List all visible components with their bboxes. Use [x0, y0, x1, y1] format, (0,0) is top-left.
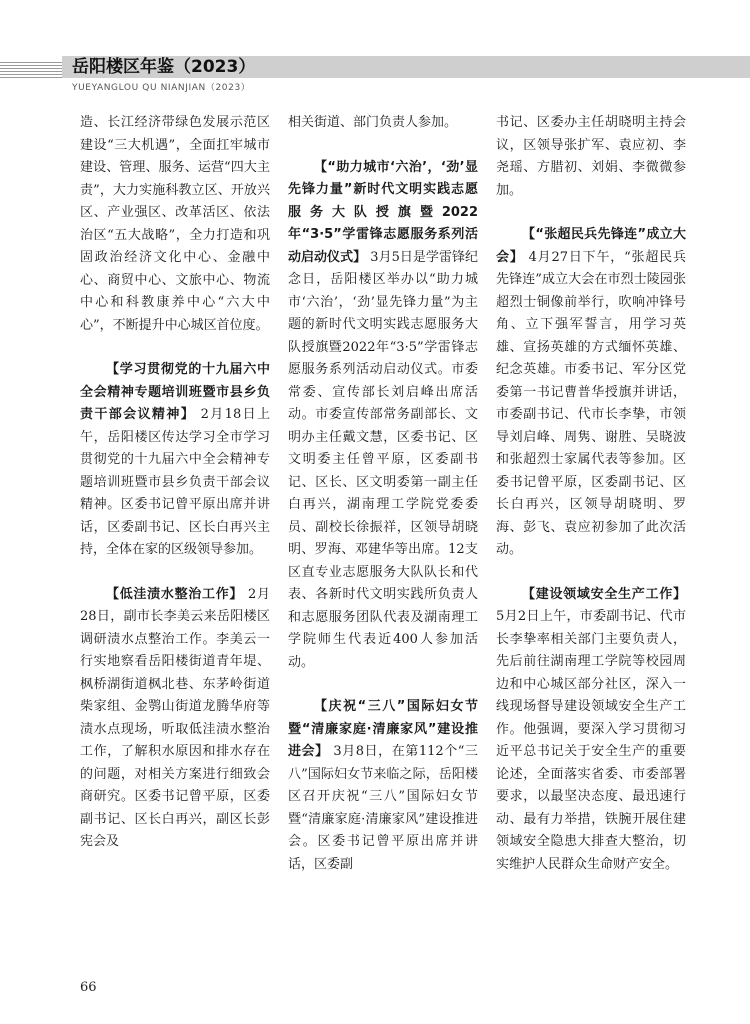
entry-heading: 【建设领域安全生产工作】: [522, 586, 686, 602]
entry-heading: 【庆祝“三八”国际妇女节暨“清廉家庭·清廉家风”建设推进会】: [288, 699, 478, 759]
text-column-3: [496, 112, 686, 876]
text-column-1: [80, 112, 270, 854]
article-entry: [80, 359, 270, 562]
article-entry: [80, 584, 270, 854]
article-entry: [496, 224, 686, 562]
entry-body: 3月8日，在第112个“三八”国际妇女节来临之际，岳阳楼区召开庆祝“三八”国际妇女节暨“清廉家庭·清廉家风”建设推进会。区委书记曾平原出席并讲话，区委副: [288, 744, 478, 872]
article-entry: [288, 696, 478, 876]
entry-heading: 【学习贯彻党的十九届六中全会精神专题培训班暨市县乡负责干部会议精神】: [80, 362, 270, 422]
entry-heading: 【“助力城市‘六治’，‘劲’显先锋力量”新时代文明实践志愿服务大队授旗暨2022年“3·5”学雷锋志愿服务系列活动启动仪式】: [288, 159, 478, 265]
entry-body: 5月2日上午，市委副书记、代市长李挚率相关部门主要负责人，先后前往湖南理工学院等校园周边和中心城区部分社区，深入一线现场督导建设领域安全生产工作。他强调，要深入学习贯彻习近平总书记关于安全生产的重要论述，全面落实省委、市委部署要求，以最坚决态度、最迅速行动、最有力举措，铁腕开展住建领域安全隐患大排查大整治，切实维护人民群众生命财产安全。: [496, 609, 686, 872]
entry-body: 4月27日下午，“张超民兵先锋连”成立大会在市烈士陵园张超烈士铜像前举行，吹响冲锋号角、立下强军誓言，用学习英雄、宣扬英雄的方式缅怀英雄、纪念英雄。市委书记、军分区党委第一书记曹普华授旗并讲话，市委副书记、代市长李挚，市领导刘启峰、周隽、谢胜、吴晓波和张超烈士家属代表等参加。区委书记曾平原，区委副书记、区长白再兴，区领导胡晓明、罗海、彭飞、袁应初参加了此次活动。: [496, 249, 686, 557]
entry-heading: 【“张超民兵先锋连”成立大会】: [496, 227, 686, 265]
entry-body: 2月28日，副市长李美云来岳阳楼区调研渍水点整治工作。李美云一行实地察看岳阳楼街道青年堤、枫桥湖街道枫北巷、东茅岭街道柴家组、金鹗山街道龙腾华府等渍水点现场，听取低洼渍水整治工作，了解积水原因和排水存在的问题，对相关方案进行细致会商研究。区委书记曾平原，区委副书记、区长白再兴，副区长彭宪会及: [80, 586, 270, 849]
entry-body: 2月18日上午，岳阳楼区传达学习全市学习贯彻党的十九届六中全会精神专题培训班暨市县乡负责干部会议精神。区委书记曾平原出席并讲话，区委副书记、区长白再兴主持，全体在家的区级领导参加。: [80, 407, 270, 557]
yearbook-title: 岳阳楼区年鉴（2023）: [72, 57, 256, 77]
paragraph-continued: 书记、区委办主任胡晓明主持会议，区领导张扩军、袁应初、李尧瑶、方腊初、刘娟、李微微参加。: [496, 115, 686, 198]
entry-heading: 【低洼渍水整治工作】: [106, 586, 244, 602]
text-column-2: [288, 112, 478, 876]
running-header: [0, 56, 750, 92]
paragraph-continued: 造、长江经济带绿色发展示范区建设“三大机遇”，全面扛牢城市建设、管理、服务、运营“四大主责”，大力实施科教立区、开放兴区、产业强区、改革活区、依法治区“五大战略”，全力打造和巩固政治经济文化中心、金融中心、商贸中心、文旅中心、物流中心和科教康养中心“六大中心”，不断提升中心城区首位度。: [80, 115, 270, 333]
paragraph-continued: 相关街道、部门负责人参加。: [288, 115, 458, 130]
entry-body: 3月5日是学雷锋纪念日，岳阳楼区举办以“助力城市‘六治’，‘劲’显先锋力量”为主题的新时代文明实践志愿服务大队授旗暨2022年“3·5”学雷锋志愿服务系列活动启动仪式。市委常委、宣传部长刘启峰出席活动。市委宣传部常务副部长、文明办主任戴文慧，区委书记、区文明委主任曾平原，区委副书记、区长、区文明委第一副主任白再兴，湖南理工学院党委委员、副校长徐振祥，区领导胡晓明、罗海、邓建华等出席。12支区直专业志愿服务大队队长和代表、各新时代文明实践所负责人和志愿服务团队代表及湖南理工学院师生代表近400人参加活动。: [288, 249, 478, 670]
page-number: 66: [80, 980, 97, 995]
article-entry: [496, 584, 686, 877]
article-entry: [288, 157, 478, 675]
header-decoration-lines: [0, 62, 62, 80]
yearbook-subtitle: YUEYANGLOU QU NIANJIAN（2023）: [72, 83, 251, 93]
